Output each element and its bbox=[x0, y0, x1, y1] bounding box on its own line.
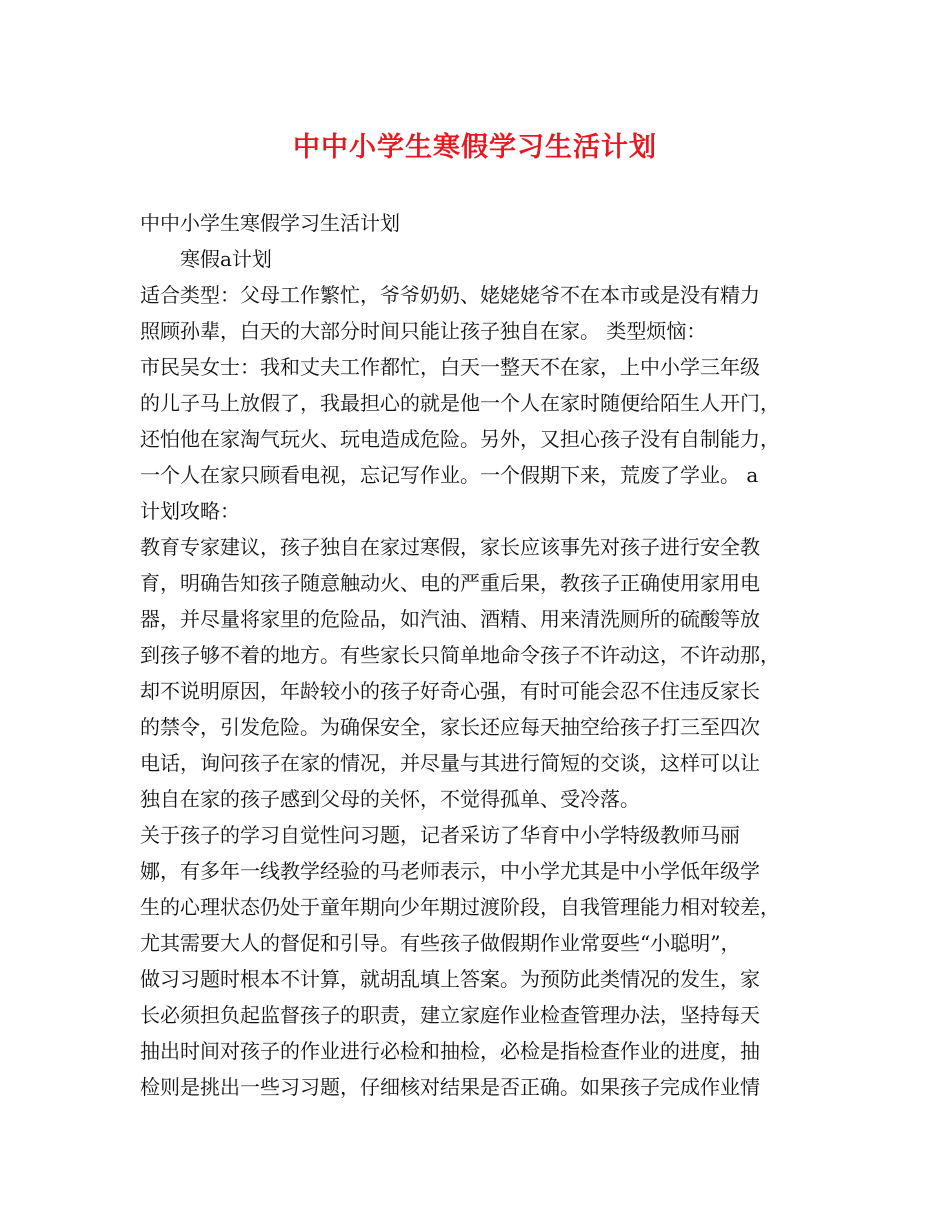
body-line: 抽出时间对孩子的作业进行必检和抽检，必检是指检查作业的进度，抽 bbox=[140, 1039, 760, 1063]
body-line: 电话，询问孩子在家的情况，并尽量与其进行简短的交谈，这样可以让 bbox=[140, 751, 760, 775]
body-line: 适合类型：父母工作繁忙，爷爷奶奶、姥姥姥爷不在本市或是没有精力 bbox=[140, 283, 760, 307]
body-line: 的儿子马上放假了，我最担心的就是他一个人在家时随便给陌生人开门， bbox=[140, 391, 780, 415]
body-line: 育，明确告知孩子随意触动火、电的严重后果，教孩子正确使用家用电 bbox=[140, 571, 760, 595]
body-line: 教育专家建议，孩子独自在家过寒假，家长应该事先对孩子进行安全教 bbox=[140, 535, 760, 559]
document-title: 中中小学生寒假学习生活计划 bbox=[293, 132, 657, 163]
body-line: 一个人在家只顾看电视，忘记写作业。一个假期下来，荒废了学业。 a bbox=[140, 463, 759, 487]
body-line: 尤其需要大人的督促和引导。有些孩子做假期作业常耍些“小聪明”， bbox=[140, 931, 741, 955]
body-line: 还怕他在家淘气玩火、玩电造成危险。另外，又担心孩子没有自制能力， bbox=[140, 427, 780, 451]
body-line: 生的心理状态仍处于童年期向少年期过渡阶段，自我管理能力相对较差， bbox=[140, 895, 780, 919]
body-line: 独自在家的孩子感到父母的关怀，不觉得孤单、受冷落。 bbox=[140, 787, 640, 811]
body-line: 做习习题时根本不计算，就胡乱填上答案。为预防此类情况的发生，家 bbox=[140, 967, 760, 991]
body-line: 计划攻略： bbox=[140, 499, 240, 523]
body-line: 却不说明原因，年龄较小的孩子好奇心强，有时可能会忍不住违反家长 bbox=[140, 679, 760, 703]
body-line: 检则是挑出一些习习题，仔细核对结果是否正确。如果孩子完成作业情 bbox=[140, 1075, 760, 1099]
body-line: 照顾孙辈，白天的大部分时间只能让孩子独自在家。 类型烦恼： bbox=[140, 319, 707, 343]
body-line-heading: 中中小学生寒假学习生活计划 bbox=[140, 211, 400, 235]
body-line: 到孩子够不着的地方。有些家长只简单地命令孩子不许动这，不许动那， bbox=[140, 643, 780, 667]
body-line: 关于孩子的学习自觉性问习题，记者采访了华育中小学特级教师马丽 bbox=[140, 823, 740, 847]
body-line: 器，并尽量将家里的危险品，如汽油、酒精、用来清洗厕所的硫酸等放 bbox=[140, 607, 760, 631]
body-line-plan-label: 寒假a计划 bbox=[180, 247, 272, 271]
document-body bbox=[140, 205, 830, 1105]
body-line: 长必须担负起监督孩子的职责，建立家庭作业检查管理办法，坚持每天 bbox=[140, 1003, 760, 1027]
body-line: 的禁令，引发危险。为确保安全，家长还应每天抽空给孩子打三至四次 bbox=[140, 715, 760, 739]
body-line: 市民吴女士：我和丈夫工作都忙，白天一整天不在家，上中小学三年级 bbox=[140, 355, 760, 379]
body-line: 娜，有多年一线教学经验的马老师表示，中小学尤其是中小学低年级学 bbox=[140, 859, 760, 883]
